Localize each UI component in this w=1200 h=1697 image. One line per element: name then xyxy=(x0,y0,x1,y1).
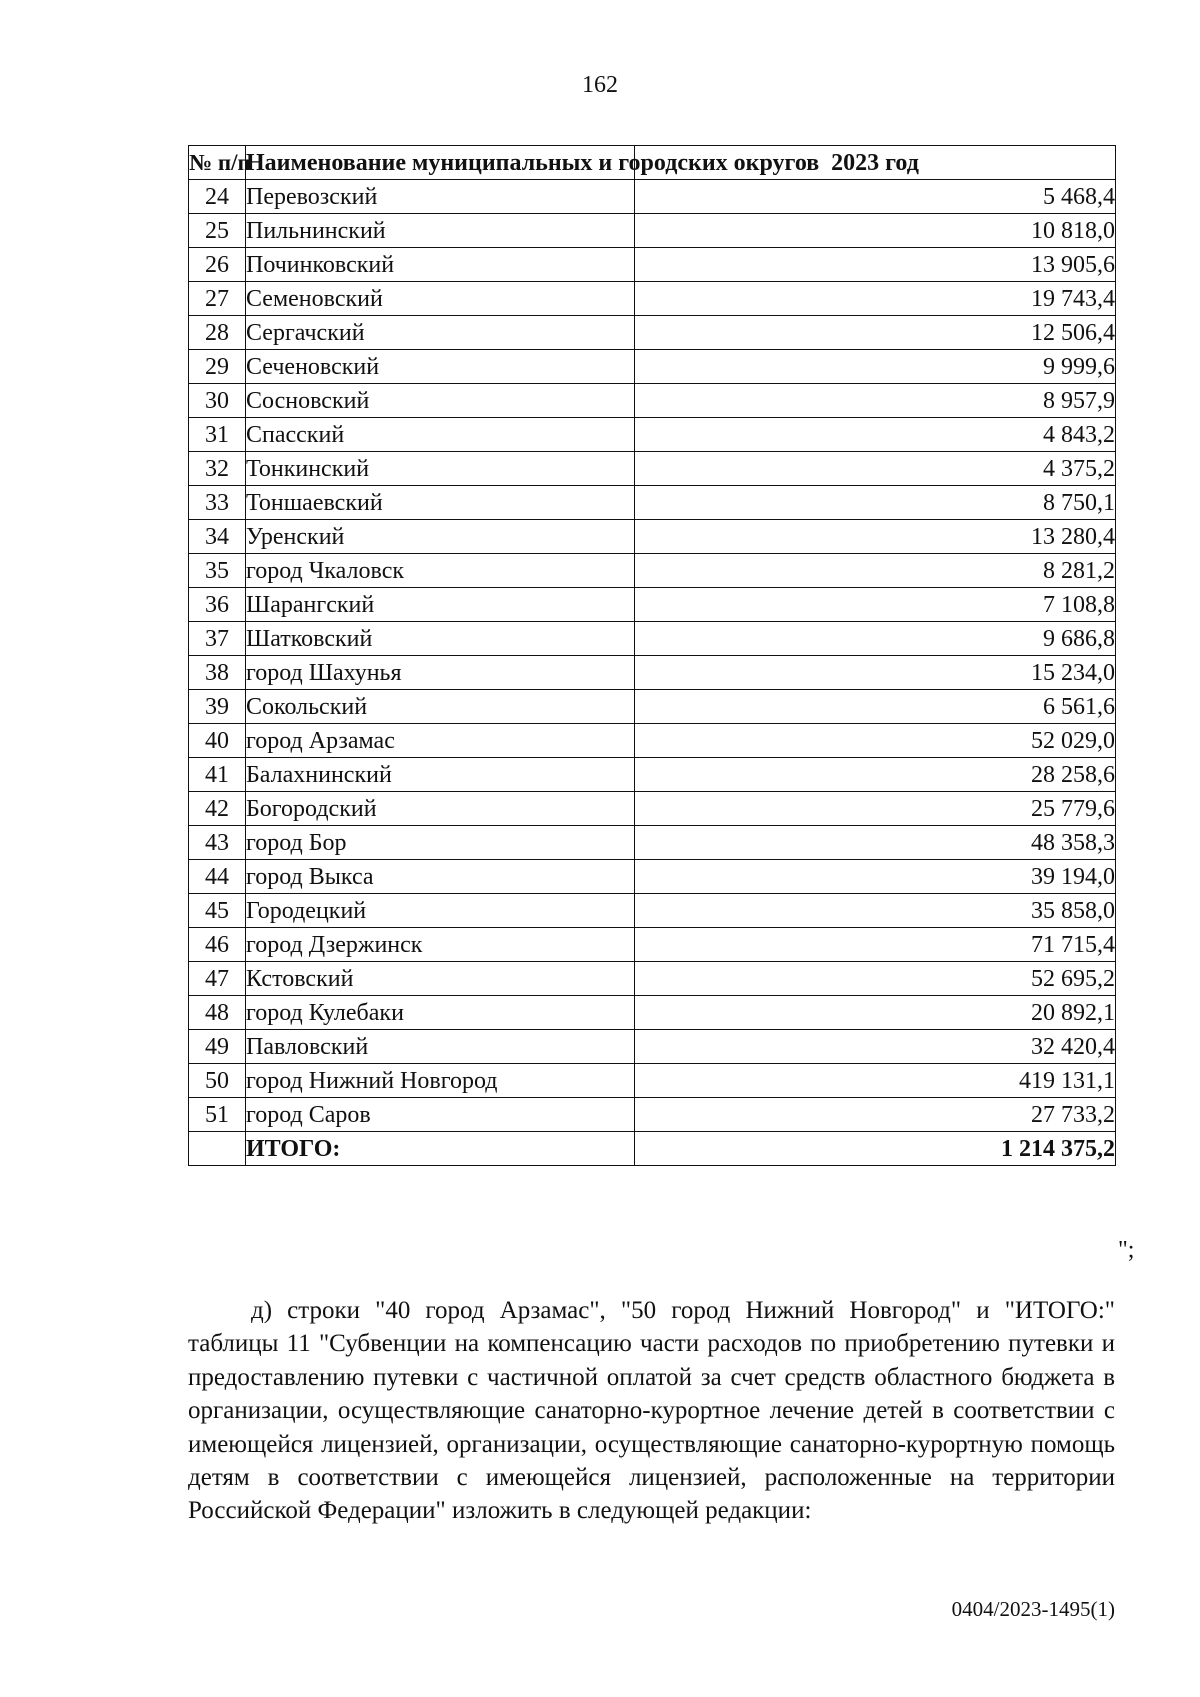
row-number: 47 xyxy=(189,962,246,996)
table-row xyxy=(189,1098,1116,1132)
row-number: 51 xyxy=(189,1098,246,1132)
row-name: город Дзержинск xyxy=(246,928,635,962)
row-value: 7 108,8 xyxy=(635,588,1116,622)
row-name: Сосновский xyxy=(246,384,635,418)
table-body xyxy=(189,180,1116,1166)
row-number: 27 xyxy=(189,282,246,316)
row-value: 15 234,0 xyxy=(635,656,1116,690)
table-row xyxy=(189,724,1116,758)
row-number: 44 xyxy=(189,860,246,894)
row-name: Сокольский xyxy=(246,690,635,724)
row-number: 26 xyxy=(189,248,246,282)
table-row xyxy=(189,486,1116,520)
row-value: 10 818,0 xyxy=(635,214,1116,248)
row-value: 39 194,0 xyxy=(635,860,1116,894)
row-name: город Чкаловск xyxy=(246,554,635,588)
table-row xyxy=(189,418,1116,452)
row-number: 32 xyxy=(189,452,246,486)
row-name: город Шахунья xyxy=(246,656,635,690)
table-row xyxy=(189,1064,1116,1098)
table-row xyxy=(189,656,1116,690)
table-total-row xyxy=(189,1132,1116,1166)
row-name: Городецкий xyxy=(246,894,635,928)
row-value: 8 281,2 xyxy=(635,554,1116,588)
row-value: 419 131,1 xyxy=(635,1064,1116,1098)
row-name: Сеченовский xyxy=(246,350,635,384)
row-value: 52 029,0 xyxy=(635,724,1116,758)
table-row xyxy=(189,996,1116,1030)
row-value: 20 892,1 xyxy=(635,996,1116,1030)
row-number: 46 xyxy=(189,928,246,962)
row-value: 48 358,3 xyxy=(635,826,1116,860)
row-number: 25 xyxy=(189,214,246,248)
row-name: Павловский xyxy=(246,1030,635,1064)
total-empty-cell xyxy=(189,1132,246,1166)
row-value: 71 715,4 xyxy=(635,928,1116,962)
table-row xyxy=(189,350,1116,384)
row-value: 25 779,6 xyxy=(635,792,1116,826)
row-name: город Нижний Новгород xyxy=(246,1064,635,1098)
row-value: 9 686,8 xyxy=(635,622,1116,656)
row-number: 24 xyxy=(189,180,246,214)
table-row xyxy=(189,622,1116,656)
row-number: 34 xyxy=(189,520,246,554)
row-number: 42 xyxy=(189,792,246,826)
row-name: Тоншаевский xyxy=(246,486,635,520)
row-number: 37 xyxy=(189,622,246,656)
row-value: 12 506,4 xyxy=(635,316,1116,350)
row-name: Шарангский xyxy=(246,588,635,622)
amendment-paragraph: д) строки "40 город Арзамас", "50 город Нижний Новгород" и "ИТОГО:" таблицы 11 "Субвенции на компенсацию части расходов по приобретению путевки и предоставлению путевки с частичной оплатой за счет средств областного бюджета в организации, осуществляющие санаторно-курортное лечение детей в соответствии с имеющейся лицензией, организации, осуществляющие санаторно-курортную помощь детям в соответствии с имеющейся лицензией, расположенные на территории Российской Федерации" изложить в следующей редакции: xyxy=(188,1297,1115,1525)
row-number: 40 xyxy=(189,724,246,758)
row-name: город Арзамас xyxy=(246,724,635,758)
row-value: 9 999,6 xyxy=(635,350,1116,384)
table-row xyxy=(189,860,1116,894)
row-name: Балахнинский xyxy=(246,758,635,792)
row-value: 27 733,2 xyxy=(635,1098,1116,1132)
row-number: 35 xyxy=(189,554,246,588)
document-code: 0404/2023-1495(1) xyxy=(951,1597,1115,1621)
row-number: 38 xyxy=(189,656,246,690)
row-name: Перевозский xyxy=(246,180,635,214)
row-name: Пильнинский xyxy=(246,214,635,248)
row-number: 41 xyxy=(189,758,246,792)
row-name: Спасский xyxy=(246,418,635,452)
row-name: Сергачский xyxy=(246,316,635,350)
row-value: 32 420,4 xyxy=(635,1030,1116,1064)
table-row xyxy=(189,180,1116,214)
row-value: 5 468,4 xyxy=(635,180,1116,214)
row-number: 48 xyxy=(189,996,246,1030)
table-row xyxy=(189,894,1116,928)
row-number: 43 xyxy=(189,826,246,860)
table-row xyxy=(189,316,1116,350)
row-name: Шатковский xyxy=(246,622,635,656)
table-row xyxy=(189,554,1116,588)
row-value: 4 843,2 xyxy=(635,418,1116,452)
row-number: 45 xyxy=(189,894,246,928)
row-name: Семеновский xyxy=(246,282,635,316)
row-name: Уренский xyxy=(246,520,635,554)
header-number: № п/п xyxy=(189,146,246,180)
table-row xyxy=(189,214,1116,248)
row-name: город Бор xyxy=(246,826,635,860)
row-number: 28 xyxy=(189,316,246,350)
row-name: Починковский xyxy=(246,248,635,282)
row-value: 19 743,4 xyxy=(635,282,1116,316)
row-number: 33 xyxy=(189,486,246,520)
table-row xyxy=(189,520,1116,554)
subvention-table xyxy=(188,145,1116,1166)
header-year: 2023 год xyxy=(635,146,1116,180)
row-name: город Саров xyxy=(246,1098,635,1132)
table-row xyxy=(189,452,1116,486)
header-name: Наименование муниципальных и городских округов xyxy=(246,146,635,180)
row-value: 35 858,0 xyxy=(635,894,1116,928)
row-value: 8 957,9 xyxy=(635,384,1116,418)
table-row xyxy=(189,588,1116,622)
row-number: 36 xyxy=(189,588,246,622)
table-row xyxy=(189,928,1116,962)
table-row xyxy=(189,1030,1116,1064)
total-label: ИТОГО: xyxy=(246,1132,635,1166)
row-value: 13 905,6 xyxy=(635,248,1116,282)
table-row xyxy=(189,792,1116,826)
row-number: 49 xyxy=(189,1030,246,1064)
table-row xyxy=(189,758,1116,792)
total-value: 1 214 375,2 xyxy=(635,1132,1116,1166)
row-number: 30 xyxy=(189,384,246,418)
table-header-row xyxy=(189,146,1116,180)
page-number: 162 xyxy=(582,72,618,98)
table-row xyxy=(189,248,1116,282)
row-value: 6 561,6 xyxy=(635,690,1116,724)
row-value: 52 695,2 xyxy=(635,962,1116,996)
row-value: 4 375,2 xyxy=(635,452,1116,486)
table-row xyxy=(189,826,1116,860)
table-row xyxy=(189,282,1116,316)
row-value: 28 258,6 xyxy=(635,758,1116,792)
row-number: 29 xyxy=(189,350,246,384)
table-row xyxy=(189,690,1116,724)
table-row xyxy=(189,962,1116,996)
row-value: 13 280,4 xyxy=(635,520,1116,554)
closing-quote: "; xyxy=(1118,1237,1135,1263)
row-number: 31 xyxy=(189,418,246,452)
row-name: Тонкинский xyxy=(246,452,635,486)
row-name: Богородский xyxy=(246,792,635,826)
row-number: 50 xyxy=(189,1064,246,1098)
table-row xyxy=(189,384,1116,418)
row-number: 39 xyxy=(189,690,246,724)
row-name: город Кулебаки xyxy=(246,996,635,1030)
row-name: город Выкса xyxy=(246,860,635,894)
row-name: Кстовский xyxy=(246,962,635,996)
row-value: 8 750,1 xyxy=(635,486,1116,520)
